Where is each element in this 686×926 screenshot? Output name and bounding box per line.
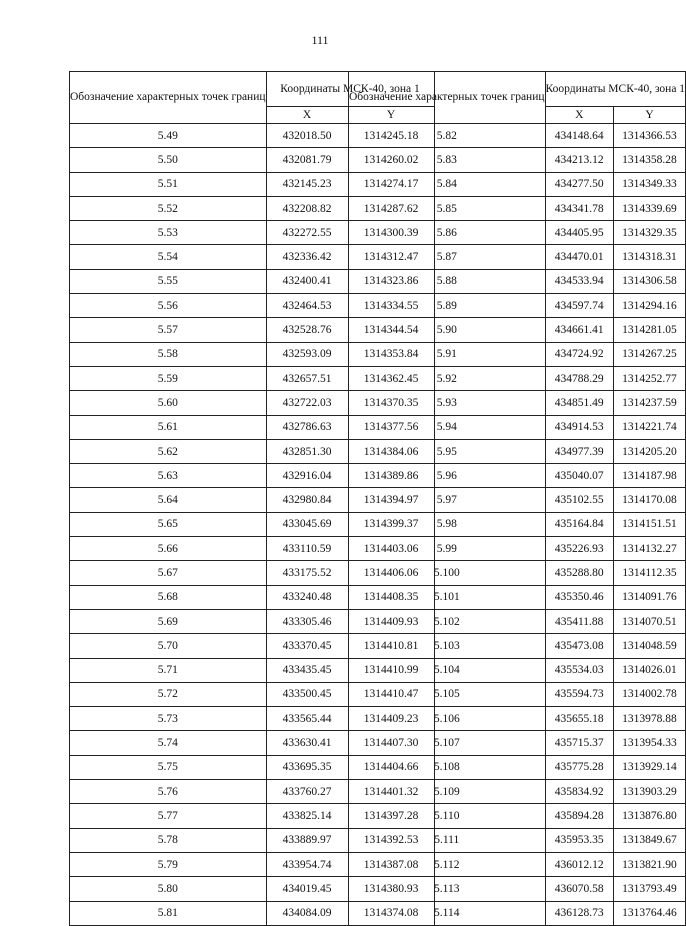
point-id-cell: 5.92 <box>349 366 546 390</box>
x-coordinate-cell: 435715.37 <box>545 731 613 755</box>
designation-header: Обозначение характерных точек границ <box>349 72 546 124</box>
y-coordinate-cell: 1314334.55 <box>348 294 434 318</box>
y-coordinate-cell: 1314318.31 <box>613 245 685 269</box>
table-row <box>349 682 686 706</box>
y-coordinate-cell: 1314409.23 <box>348 707 434 731</box>
x-coordinate-cell: 432400.41 <box>266 269 348 293</box>
y-coordinate-cell: 1314374.08 <box>348 901 434 925</box>
point-id-cell: 5.86 <box>349 221 546 245</box>
table-row <box>349 780 686 804</box>
point-id-cell: 5.77 <box>70 804 267 828</box>
x-coordinate-cell: 433630.41 <box>266 731 348 755</box>
point-id-cell: 5.56 <box>70 294 267 318</box>
point-id-cell: 5.50 <box>70 148 267 172</box>
x-coordinate-cell: 435953.35 <box>545 828 613 852</box>
x-coordinate-cell: 433889.97 <box>266 828 348 852</box>
table-row <box>349 342 686 366</box>
x-coordinate-cell: 433045.69 <box>266 512 348 536</box>
table-row <box>349 366 686 390</box>
table-row <box>349 658 686 682</box>
y-coordinate-cell: 1314409.93 <box>348 609 434 633</box>
table-row <box>349 731 686 755</box>
table-row <box>349 245 686 269</box>
y-coordinate-cell: 1313793.49 <box>613 877 685 901</box>
point-id-cell: 5.89 <box>349 294 546 318</box>
point-id-cell: 5.93 <box>349 391 546 415</box>
x-header: X <box>545 107 613 124</box>
y-coordinate-cell: 1314306.58 <box>613 269 685 293</box>
x-coordinate-cell: 435411.88 <box>545 609 613 633</box>
x-coordinate-cell: 433954.74 <box>266 852 348 876</box>
point-id-cell: 5.80 <box>70 877 267 901</box>
point-id-cell: 5.66 <box>70 537 267 561</box>
x-coordinate-cell: 435350.46 <box>545 585 613 609</box>
point-id-cell: 5.70 <box>70 634 267 658</box>
point-id-cell: 5.76 <box>70 780 267 804</box>
table-row <box>349 464 686 488</box>
x-coordinate-cell: 432657.51 <box>266 366 348 390</box>
x-coordinate-cell: 432851.30 <box>266 439 348 463</box>
y-coordinate-cell: 1314387.08 <box>348 852 434 876</box>
y-coordinate-cell: 1314406.06 <box>348 561 434 585</box>
x-coordinate-cell: 436070.58 <box>545 877 613 901</box>
point-id-cell: 5.96 <box>349 464 546 488</box>
x-coordinate-cell: 435534.03 <box>545 658 613 682</box>
point-id-cell: 5.55 <box>70 269 267 293</box>
x-coordinate-cell: 435226.93 <box>545 537 613 561</box>
y-coordinate-cell: 1314205.20 <box>613 439 685 463</box>
table-row <box>349 512 686 536</box>
table-row <box>349 172 686 196</box>
x-coordinate-cell: 435102.55 <box>545 488 613 512</box>
y-coordinate-cell: 1314170.08 <box>613 488 685 512</box>
x-coordinate-cell: 434470.01 <box>545 245 613 269</box>
y-coordinate-cell: 1314384.06 <box>348 439 434 463</box>
point-id-cell: 5.52 <box>70 196 267 220</box>
x-coordinate-cell: 435834.92 <box>545 780 613 804</box>
y-coordinate-cell: 1314245.18 <box>348 124 434 148</box>
point-id-cell: 5.107 <box>349 731 546 755</box>
point-id-cell: 5.84 <box>349 172 546 196</box>
y-header: Y <box>348 107 434 124</box>
table-row <box>349 269 686 293</box>
x-coordinate-cell: 435288.80 <box>545 561 613 585</box>
table-row <box>349 318 686 342</box>
y-coordinate-cell: 1314323.86 <box>348 269 434 293</box>
x-coordinate-cell: 435775.28 <box>545 755 613 779</box>
point-id-cell: 5.94 <box>349 415 546 439</box>
point-id-cell: 5.63 <box>70 464 267 488</box>
point-id-cell: 5.100 <box>349 561 546 585</box>
x-coordinate-cell: 433565.44 <box>266 707 348 731</box>
table-body <box>349 124 686 926</box>
x-coordinate-cell: 432145.23 <box>266 172 348 196</box>
y-coordinate-cell: 1313876.80 <box>613 804 685 828</box>
y-coordinate-cell: 1314267.25 <box>613 342 685 366</box>
point-id-cell: 5.97 <box>349 488 546 512</box>
designation-header: Обозначение характерных точек границ <box>70 72 267 124</box>
y-coordinate-cell: 1313954.33 <box>613 731 685 755</box>
y-coordinate-cell: 1314151.51 <box>613 512 685 536</box>
point-id-cell: 5.58 <box>70 342 267 366</box>
y-coordinate-cell: 1313764.46 <box>613 901 685 925</box>
point-id-cell: 5.62 <box>70 439 267 463</box>
x-coordinate-cell: 433825.14 <box>266 804 348 828</box>
point-id-cell: 5.72 <box>70 682 267 706</box>
table-row <box>349 634 686 658</box>
y-coordinate-cell: 1313978.88 <box>613 707 685 731</box>
y-coordinate-cell: 1314339.69 <box>613 196 685 220</box>
x-coordinate-cell: 434341.78 <box>545 196 613 220</box>
point-id-cell: 5.101 <box>349 585 546 609</box>
table-row <box>349 537 686 561</box>
table-row <box>349 877 686 901</box>
x-coordinate-cell: 432081.79 <box>266 148 348 172</box>
y-coordinate-cell: 1314300.39 <box>348 221 434 245</box>
x-coordinate-cell: 434977.39 <box>545 439 613 463</box>
y-coordinate-cell: 1313849.67 <box>613 828 685 852</box>
table-row <box>349 609 686 633</box>
point-id-cell: 5.110 <box>349 804 546 828</box>
table-row <box>349 439 686 463</box>
y-coordinate-cell: 1314312.47 <box>348 245 434 269</box>
y-coordinate-cell: 1314026.01 <box>613 658 685 682</box>
x-header: X <box>266 107 348 124</box>
point-id-cell: 5.91 <box>349 342 546 366</box>
y-coordinate-cell: 1314349.33 <box>613 172 685 196</box>
table-row <box>349 124 686 148</box>
point-id-cell: 5.68 <box>70 585 267 609</box>
point-id-cell: 5.53 <box>70 221 267 245</box>
y-coordinate-cell: 1314091.76 <box>613 585 685 609</box>
y-coordinate-cell: 1314344.54 <box>348 318 434 342</box>
table-row <box>349 294 686 318</box>
point-id-cell: 5.102 <box>349 609 546 633</box>
point-id-cell: 5.64 <box>70 488 267 512</box>
y-coordinate-cell: 1314410.99 <box>348 658 434 682</box>
x-coordinate-cell: 435473.08 <box>545 634 613 658</box>
y-coordinate-cell: 1314377.56 <box>348 415 434 439</box>
x-coordinate-cell: 436128.73 <box>545 901 613 925</box>
coordinates-header: Координаты МСК-40, зона 1 <box>266 72 434 107</box>
point-id-cell: 5.83 <box>349 148 546 172</box>
y-coordinate-cell: 1314187.98 <box>613 464 685 488</box>
y-coordinate-cell: 1314252.77 <box>613 366 685 390</box>
x-coordinate-cell: 432593.09 <box>266 342 348 366</box>
x-coordinate-cell: 435655.18 <box>545 707 613 731</box>
point-id-cell: 5.81 <box>70 901 267 925</box>
x-coordinate-cell: 435040.07 <box>545 464 613 488</box>
y-coordinate-cell: 1314281.05 <box>613 318 685 342</box>
point-id-cell: 5.71 <box>70 658 267 682</box>
y-coordinate-cell: 1314394.97 <box>348 488 434 512</box>
point-id-cell: 5.51 <box>70 172 267 196</box>
point-id-cell: 5.54 <box>70 245 267 269</box>
y-coordinate-cell: 1314358.28 <box>613 148 685 172</box>
point-id-cell: 5.111 <box>349 828 546 852</box>
table-row <box>349 488 686 512</box>
x-coordinate-cell: 434661.41 <box>545 318 613 342</box>
x-coordinate-cell: 434019.45 <box>266 877 348 901</box>
x-coordinate-cell: 432528.76 <box>266 318 348 342</box>
x-coordinate-cell: 432464.53 <box>266 294 348 318</box>
x-coordinate-cell: 433500.45 <box>266 682 348 706</box>
point-id-cell: 5.65 <box>70 512 267 536</box>
point-id-cell: 5.103 <box>349 634 546 658</box>
y-coordinate-cell: 1314132.27 <box>613 537 685 561</box>
point-id-cell: 5.82 <box>349 124 546 148</box>
point-id-cell: 5.75 <box>70 755 267 779</box>
y-coordinate-cell: 1314048.59 <box>613 634 685 658</box>
table-row <box>349 852 686 876</box>
x-coordinate-cell: 433695.35 <box>266 755 348 779</box>
y-coordinate-cell: 1314380.93 <box>348 877 434 901</box>
point-id-cell: 5.99 <box>349 537 546 561</box>
y-coordinate-cell: 1313929.14 <box>613 755 685 779</box>
point-id-cell: 5.69 <box>70 609 267 633</box>
point-id-cell: 5.60 <box>70 391 267 415</box>
table-row <box>349 148 686 172</box>
x-coordinate-cell: 432786.63 <box>266 415 348 439</box>
x-coordinate-cell: 434724.92 <box>545 342 613 366</box>
y-coordinate-cell: 1314294.16 <box>613 294 685 318</box>
x-coordinate-cell: 432980.84 <box>266 488 348 512</box>
table-row <box>349 196 686 220</box>
y-coordinate-cell: 1314353.84 <box>348 342 434 366</box>
x-coordinate-cell: 434084.09 <box>266 901 348 925</box>
point-id-cell: 5.114 <box>349 901 546 925</box>
point-id-cell: 5.104 <box>349 658 546 682</box>
x-coordinate-cell: 434788.29 <box>545 366 613 390</box>
y-coordinate-cell: 1314399.37 <box>348 512 434 536</box>
x-coordinate-cell: 433760.27 <box>266 780 348 804</box>
x-coordinate-cell: 435594.73 <box>545 682 613 706</box>
x-coordinate-cell: 434148.64 <box>545 124 613 148</box>
point-id-cell: 5.57 <box>70 318 267 342</box>
x-coordinate-cell: 434405.95 <box>545 221 613 245</box>
x-coordinate-cell: 432208.82 <box>266 196 348 220</box>
point-id-cell: 5.73 <box>70 707 267 731</box>
x-coordinate-cell: 434213.12 <box>545 148 613 172</box>
point-id-cell: 5.105 <box>349 682 546 706</box>
x-coordinate-cell: 432018.50 <box>266 124 348 148</box>
x-coordinate-cell: 433370.45 <box>266 634 348 658</box>
y-coordinate-cell: 1314002.78 <box>613 682 685 706</box>
y-header: Y <box>613 107 685 124</box>
y-coordinate-cell: 1314362.45 <box>348 366 434 390</box>
point-id-cell: 5.108 <box>349 755 546 779</box>
point-id-cell: 5.49 <box>70 124 267 148</box>
y-coordinate-cell: 1313821.90 <box>613 852 685 876</box>
table-row <box>349 804 686 828</box>
point-id-cell: 5.78 <box>70 828 267 852</box>
y-coordinate-cell: 1314112.35 <box>613 561 685 585</box>
x-coordinate-cell: 435894.28 <box>545 804 613 828</box>
x-coordinate-cell: 434277.50 <box>545 172 613 196</box>
x-coordinate-cell: 433435.45 <box>266 658 348 682</box>
x-coordinate-cell: 434914.53 <box>545 415 613 439</box>
y-coordinate-cell: 1314287.62 <box>348 196 434 220</box>
table-row <box>349 561 686 585</box>
table-row <box>349 707 686 731</box>
point-id-cell: 5.112 <box>349 852 546 876</box>
point-id-cell: 5.85 <box>349 196 546 220</box>
coordinates-table-right <box>348 71 686 926</box>
y-coordinate-cell: 1314329.35 <box>613 221 685 245</box>
y-coordinate-cell: 1314410.81 <box>348 634 434 658</box>
point-id-cell: 5.90 <box>349 318 546 342</box>
y-coordinate-cell: 1314260.02 <box>348 148 434 172</box>
y-coordinate-cell: 1314237.59 <box>613 391 685 415</box>
y-coordinate-cell: 1314070.51 <box>613 609 685 633</box>
point-id-cell: 5.74 <box>70 731 267 755</box>
table-row <box>349 828 686 852</box>
y-coordinate-cell: 1314221.74 <box>613 415 685 439</box>
x-coordinate-cell: 434851.49 <box>545 391 613 415</box>
point-id-cell: 5.106 <box>349 707 546 731</box>
y-coordinate-cell: 1314389.86 <box>348 464 434 488</box>
y-coordinate-cell: 1314410.47 <box>348 682 434 706</box>
page-number: 111 <box>311 33 329 47</box>
y-coordinate-cell: 1314392.53 <box>348 828 434 852</box>
x-coordinate-cell: 432916.04 <box>266 464 348 488</box>
table-row <box>349 901 686 925</box>
point-id-cell: 5.59 <box>70 366 267 390</box>
point-id-cell: 5.79 <box>70 852 267 876</box>
y-coordinate-cell: 1314274.17 <box>348 172 434 196</box>
x-coordinate-cell: 436012.12 <box>545 852 613 876</box>
y-coordinate-cell: 1314404.66 <box>348 755 434 779</box>
table-row <box>349 585 686 609</box>
x-coordinate-cell: 433110.59 <box>266 537 348 561</box>
x-coordinate-cell: 434533.94 <box>545 269 613 293</box>
y-coordinate-cell: 1314397.28 <box>348 804 434 828</box>
point-id-cell: 5.61 <box>70 415 267 439</box>
point-id-cell: 5.109 <box>349 780 546 804</box>
point-id-cell: 5.98 <box>349 512 546 536</box>
y-coordinate-cell: 1314366.53 <box>613 124 685 148</box>
point-id-cell: 5.88 <box>349 269 546 293</box>
table-row <box>349 391 686 415</box>
table-row <box>349 755 686 779</box>
x-coordinate-cell: 433240.48 <box>266 585 348 609</box>
y-coordinate-cell: 1314370.35 <box>348 391 434 415</box>
y-coordinate-cell: 1314408.35 <box>348 585 434 609</box>
point-id-cell: 5.67 <box>70 561 267 585</box>
x-coordinate-cell: 435164.84 <box>545 512 613 536</box>
y-coordinate-cell: 1314401.32 <box>348 780 434 804</box>
x-coordinate-cell: 432722.03 <box>266 391 348 415</box>
x-coordinate-cell: 433305.46 <box>266 609 348 633</box>
x-coordinate-cell: 433175.52 <box>266 561 348 585</box>
point-id-cell: 5.113 <box>349 877 546 901</box>
coordinates-header: Координаты МСК-40, зона 1 <box>545 72 686 107</box>
point-id-cell: 5.87 <box>349 245 546 269</box>
y-coordinate-cell: 1313903.29 <box>613 780 685 804</box>
table-row <box>349 415 686 439</box>
y-coordinate-cell: 1314403.06 <box>348 537 434 561</box>
table-row <box>349 221 686 245</box>
point-id-cell: 5.95 <box>349 439 546 463</box>
x-coordinate-cell: 432272.55 <box>266 221 348 245</box>
x-coordinate-cell: 434597.74 <box>545 294 613 318</box>
x-coordinate-cell: 432336.42 <box>266 245 348 269</box>
y-coordinate-cell: 1314407.30 <box>348 731 434 755</box>
